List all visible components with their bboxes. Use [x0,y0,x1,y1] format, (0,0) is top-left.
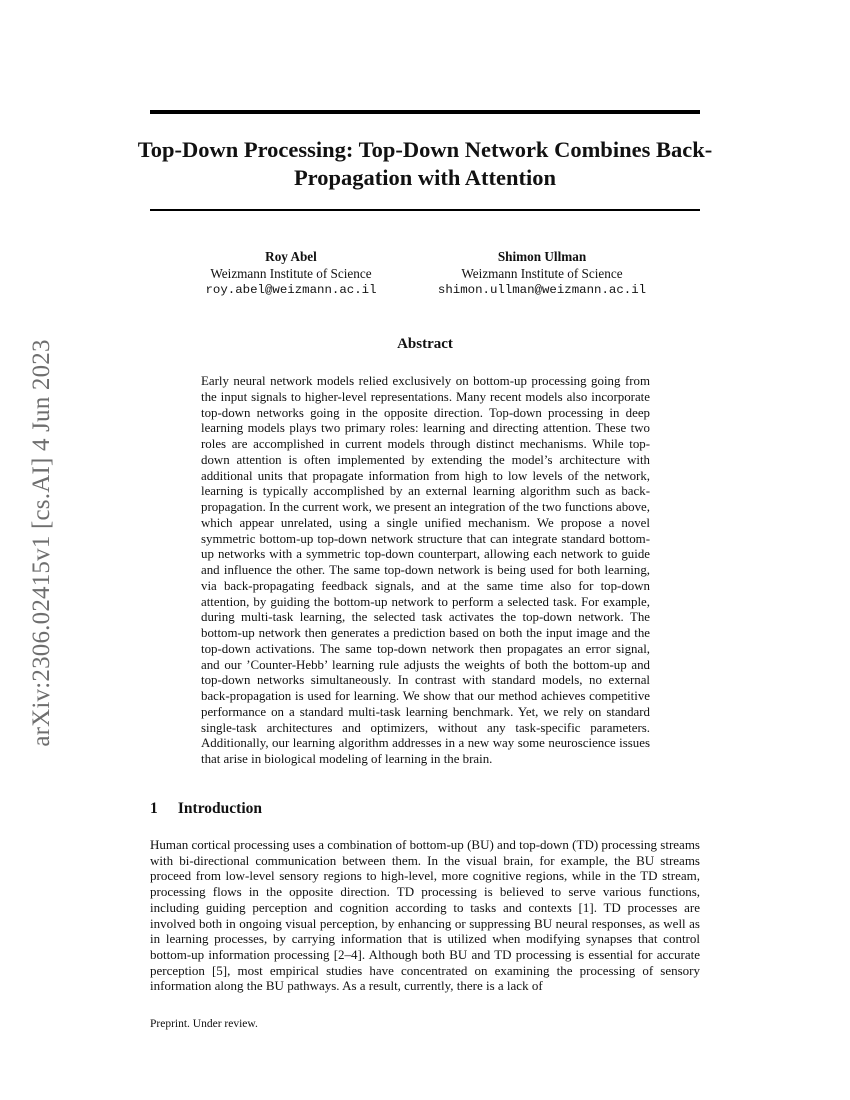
section-title: Introduction [177,800,262,817]
author-block-2 [422,249,662,299]
abstract-heading: Abstract [397,336,453,352]
section-heading [150,800,262,818]
author-name: Shimon Ullman [497,249,587,264]
abstract-text: Early neural network models relied exclusively on bottom-up processing going from the input signals to higher-level representations. Many recent models also incorporate top-down networks going in the opposite direction. Top-down processing in deep learning models plays two primary roles: learning and directing attention. These two roles are accomplished in current models through distinct mechanisms. While top-down attention is often implemented by extending the model’s architecture with additional units that propagate information from high to low levels of the network, learning is typically accomplished by an external learning algorithm such as back-propagation. In the current work, we present an integration of the two functions above, which appear unrelated, using a single unified mechanism. We propose a novel symmetric bottom-up top-down network structure that can integrate standard bottom-up networks with a symmetric top-down counterpart, allowing each network to guide and influence the other. The same top-down network is being used for both learning, via back-propagating feedback signals, and at the same time also for top-down attention, by guiding the bottom-up network to perform a selected task. For example, during multi-task learning, the selected task activates the top-down network. The bottom-up network then generates a prediction based on both the input image and the top-down activations. The same top-down network then propagates an error signal, and our ’Counter-Hebb’ learning rule adjusts the weights of both the bottom-up and top-down networks simultaneously. In contrast with standard models, no external back-propagation is used for learning. We show that our method achieves competitive performance on a standard multi-task learning benchmark. Yet, we rely on standard single-task architectures and optimizers, without any task-specific parameters. Additionally, our learning algorithm addresses in a new way some neuroscience issues that arise in biological modeling of learning in the brain. [201,374,650,766]
author-email: roy.abel@weizmann.ac.il [205,283,377,297]
paper-title: Top-Down Processing: Top-Down Network Combines Back-Propagation with Attention [137,137,713,190]
author-email: shimon.ullman@weizmann.ac.il [437,283,647,297]
author-block-1 [186,249,396,299]
author-affiliation: Weizmann Institute of Science [210,265,372,281]
title-top-rule [150,110,700,114]
author-affiliation: Weizmann Institute of Science [461,265,623,281]
arxiv-identifier: arXiv:2306.02415v1 [cs.AI] 4 Jun 2023 [28,339,55,747]
title-bottom-rule [150,209,700,211]
section-number: 1 [150,800,158,817]
footer-note: Preprint. Under review. [150,1018,258,1030]
author-name: Roy Abel [265,249,317,264]
introduction-text: Human cortical processing uses a combination of bottom-up (BU) and top-down (TD) processing streams with bi-directional communication between them. In the visual brain, for example, the BU streams proceed from low-level sensory regions to high-level, more cognitive regions, while in the TD stream, processing flows in the opposite direction. TD processing is believed to serve various functions, including guiding perception and cognition according to tasks and contexts [1]. TD processes are involved both in ongoing visual perception, by enhancing or suppressing BU neural responses, as well as in learning processes, by carrying information that is utilized when modifying synapses that control bottom-up information processing [2–4]. Although both BU and TD processing is essential for accurate perception [5], most empirical studies have concentrated on examining the processing of sensory information along the BU pathways. As a result, currently, there is a lack of [150,837,700,994]
